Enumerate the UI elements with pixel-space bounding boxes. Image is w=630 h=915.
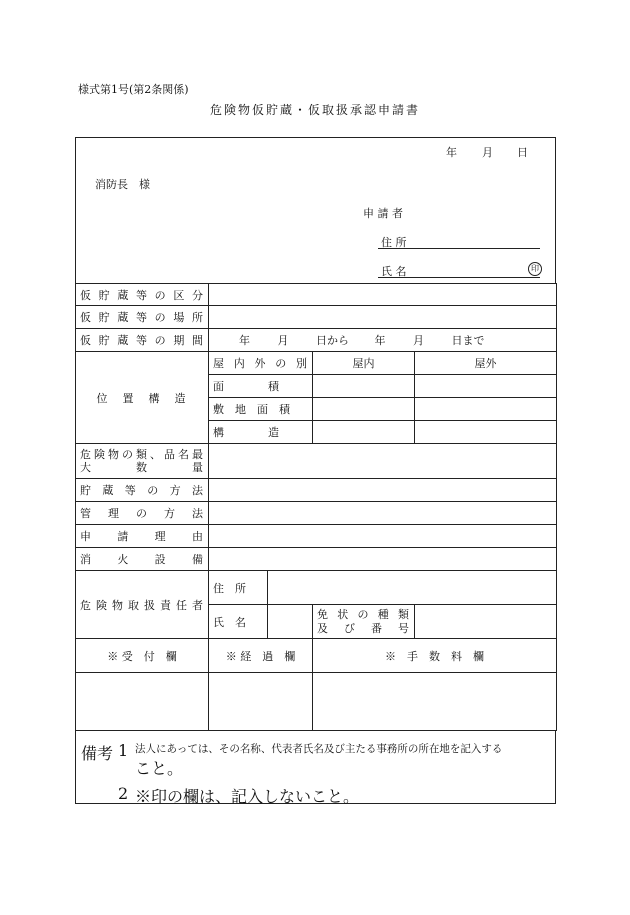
row-reason [76,525,557,548]
hazard-type-line1: 危険物の類、品名最 [80,448,204,461]
label-location-structure: 位 置 構 造 [76,352,209,444]
label-structure: 構 造 [209,421,313,444]
row-hazard-type [76,444,557,479]
field-period[interactable] [209,329,557,352]
hazard-type-line2: 大 数 量 [80,461,204,474]
field-reason[interactable] [209,525,557,548]
period-from-suffix: 日から [316,334,349,347]
label-place: 仮 貯 蔵 等 の 場 所 [76,306,209,329]
label-manager-address: 住 所 [209,571,268,605]
note-1-line1: 法人にあっては、その名称、代表者氏名及び主たる事務所の所在地を記入する [135,743,503,755]
row-indoor-outdoor [76,352,557,375]
label-storage-method: 貯 蔵 等 の 方 法 [76,479,209,502]
field-fee[interactable] [313,673,557,731]
license-line1: 免 状 の 種 類 [317,607,410,621]
label-manager: 危険物取扱責任者 [76,571,209,639]
row-storage-method [76,479,557,502]
label-license [313,605,415,639]
row-office-headers [76,639,557,673]
note-2-number: 2 [118,784,129,803]
field-manager-address[interactable] [268,571,557,605]
applicant-address-label: 住 所 [381,236,407,249]
date-year: 年 [446,146,457,159]
label-reason: 申 請 理 由 [76,525,209,548]
header-progress: ※ 経 過 欄 [209,639,313,673]
application-table [75,283,557,731]
label-fire-equipment: 消 火 設 備 [76,548,209,571]
applicant-label: 申 請 者 [363,207,403,220]
label-indoor-outdoor: 屋 内 外 の 別 [209,352,313,375]
addressee: 消防長 様 [95,178,150,191]
period-from-month: 月 [277,334,289,347]
field-place[interactable] [209,306,557,329]
field-site-area-indoor[interactable] [313,398,415,421]
label-hazard-type [76,444,209,479]
date-day: 日 [517,146,528,159]
note-1-number: 1 [118,741,129,760]
label-period: 仮 貯 蔵 等 の 期 間 [76,329,209,352]
period-to-month: 月 [413,334,424,347]
field-reception[interactable] [76,673,209,731]
label-management-method: 管 理 の 方 法 [76,502,209,525]
notes-label: 備考 [81,744,114,763]
field-structure-indoor[interactable] [313,421,415,444]
field-progress[interactable] [209,673,313,731]
field-hazard-type[interactable] [209,444,557,479]
field-fire-equipment[interactable] [209,548,557,571]
seal-mark: 印 [528,262,542,276]
date-month: 月 [482,146,493,159]
field-category[interactable] [209,284,557,306]
applicant-name-label: 氏 名 [381,265,407,278]
row-manager-address [76,571,557,605]
period-to-suffix: 日まで [451,334,485,347]
applicant-address-line [378,248,540,249]
row-period [76,329,557,352]
field-management-method[interactable] [209,502,557,525]
label-area: 面 積 [209,375,313,398]
form-title: 危険物仮貯蔵・仮取扱承認申請書 [209,103,420,117]
license-line2: 及 び 番 号 [317,621,410,635]
header-outdoor: 屋外 [415,352,557,375]
row-office-fields [76,673,557,731]
field-storage-method[interactable] [209,479,557,502]
header-indoor: 屋内 [313,352,415,375]
field-site-area-outdoor[interactable] [415,398,557,421]
period-to-year: 年 [374,334,386,347]
header-fee: ※ 手 数 料 欄 [313,639,557,673]
row-place [76,306,557,329]
label-manager-name: 氏 名 [209,605,268,639]
label-category: 仮 貯 蔵 等 の 区 分 [76,284,209,306]
row-management-method [76,502,557,525]
field-area-outdoor[interactable] [415,375,557,398]
label-site-area: 敷 地 面 積 [209,398,313,421]
note-2-text: ※印の欄は、記入しないこと。 [135,787,360,806]
period-from-year: 年 [239,334,250,347]
form-number: 様式第1号(第2条関係) [78,83,189,96]
field-license[interactable] [415,605,557,639]
row-fire-equipment [76,548,557,571]
row-category [76,284,557,306]
applicant-name-line [378,277,540,278]
field-manager-name[interactable] [268,605,313,639]
note-1-line2: こと。 [135,759,184,778]
field-area-indoor[interactable] [313,375,415,398]
header-reception: ※ 受 付 欄 [76,639,209,673]
field-structure-outdoor[interactable] [415,421,557,444]
